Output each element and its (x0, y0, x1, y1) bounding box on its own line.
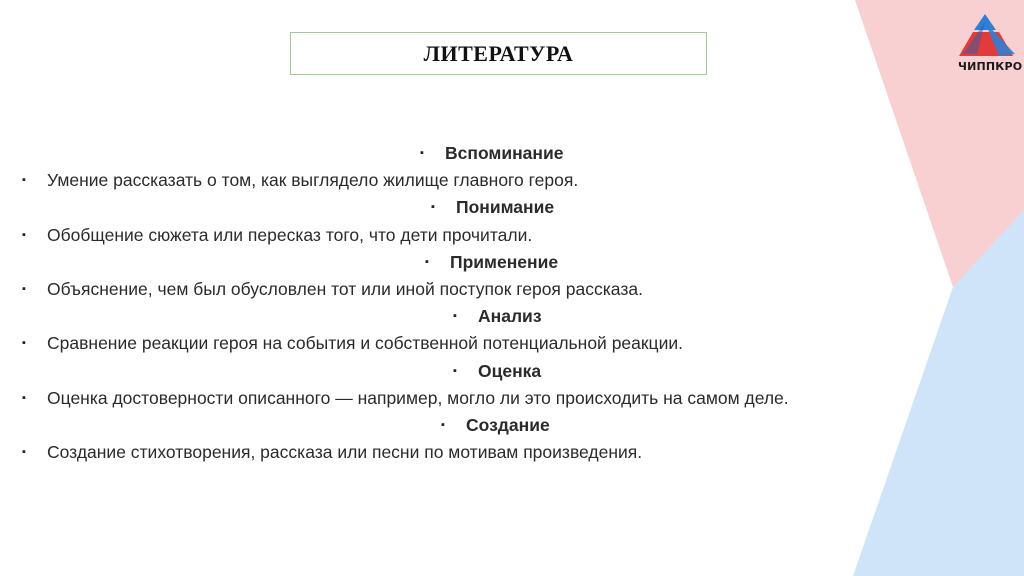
bullet-icon: ▪ (425, 255, 429, 268)
bullet-icon: ▪ (22, 446, 26, 459)
description-text: Умение рассказать о том, как выглядело жилище главного героя. (47, 170, 579, 191)
bullet-icon: ▪ (22, 174, 26, 187)
heading-text: Применение (450, 251, 559, 272)
list-item (22, 276, 942, 303)
heading-text: Создание (466, 414, 550, 435)
page-title: ЛИТЕРАТУРА (423, 40, 574, 66)
heading-text: Вспоминание (445, 143, 564, 163)
title-box (290, 32, 707, 75)
list-item-heading (22, 249, 942, 276)
bullet-icon: ▪ (22, 391, 26, 404)
list-item (22, 167, 942, 194)
list-item-heading (22, 194, 942, 221)
list-item-heading (22, 412, 942, 439)
bullet-icon: ▪ (453, 310, 457, 323)
bullet-icon: ▪ (22, 337, 26, 350)
heading-text: Анализ (478, 306, 542, 327)
list-item-heading (22, 303, 942, 330)
list-item (22, 439, 942, 466)
description-text: Оценка достоверности описанного — например, могло ли это происходить на самом деле. (47, 387, 789, 408)
bullet-icon: ▪ (453, 364, 457, 377)
description-text: Создание стихотворения, рассказа или песни по мотивам произведения. (47, 442, 643, 463)
list-item (22, 330, 942, 357)
bullet-list (22, 140, 942, 466)
description-text: Сравнение реакции героя на события и собственной потенциальной реакции. (47, 333, 683, 354)
bullet-icon: ▪ (441, 418, 445, 431)
list-item-heading (22, 358, 942, 385)
list-item-heading (22, 140, 942, 167)
bullet-icon: ▪ (420, 147, 424, 159)
description-text: Обобщение сюжета или пересказ того, что дети прочитали. (47, 224, 533, 245)
heading-text: Оценка (478, 360, 542, 381)
bullet-icon: ▪ (22, 282, 26, 295)
logo-text: ЧИППКРО (958, 60, 1023, 73)
list-item (22, 222, 942, 249)
description-text: Объяснение, чем был обусловлен тот или иной поступок героя рассказа. (47, 278, 643, 299)
bullet-icon: ▪ (22, 228, 26, 241)
heading-text: Понимание (456, 197, 555, 218)
bullet-icon: ▪ (431, 201, 435, 214)
list-item (22, 385, 942, 412)
